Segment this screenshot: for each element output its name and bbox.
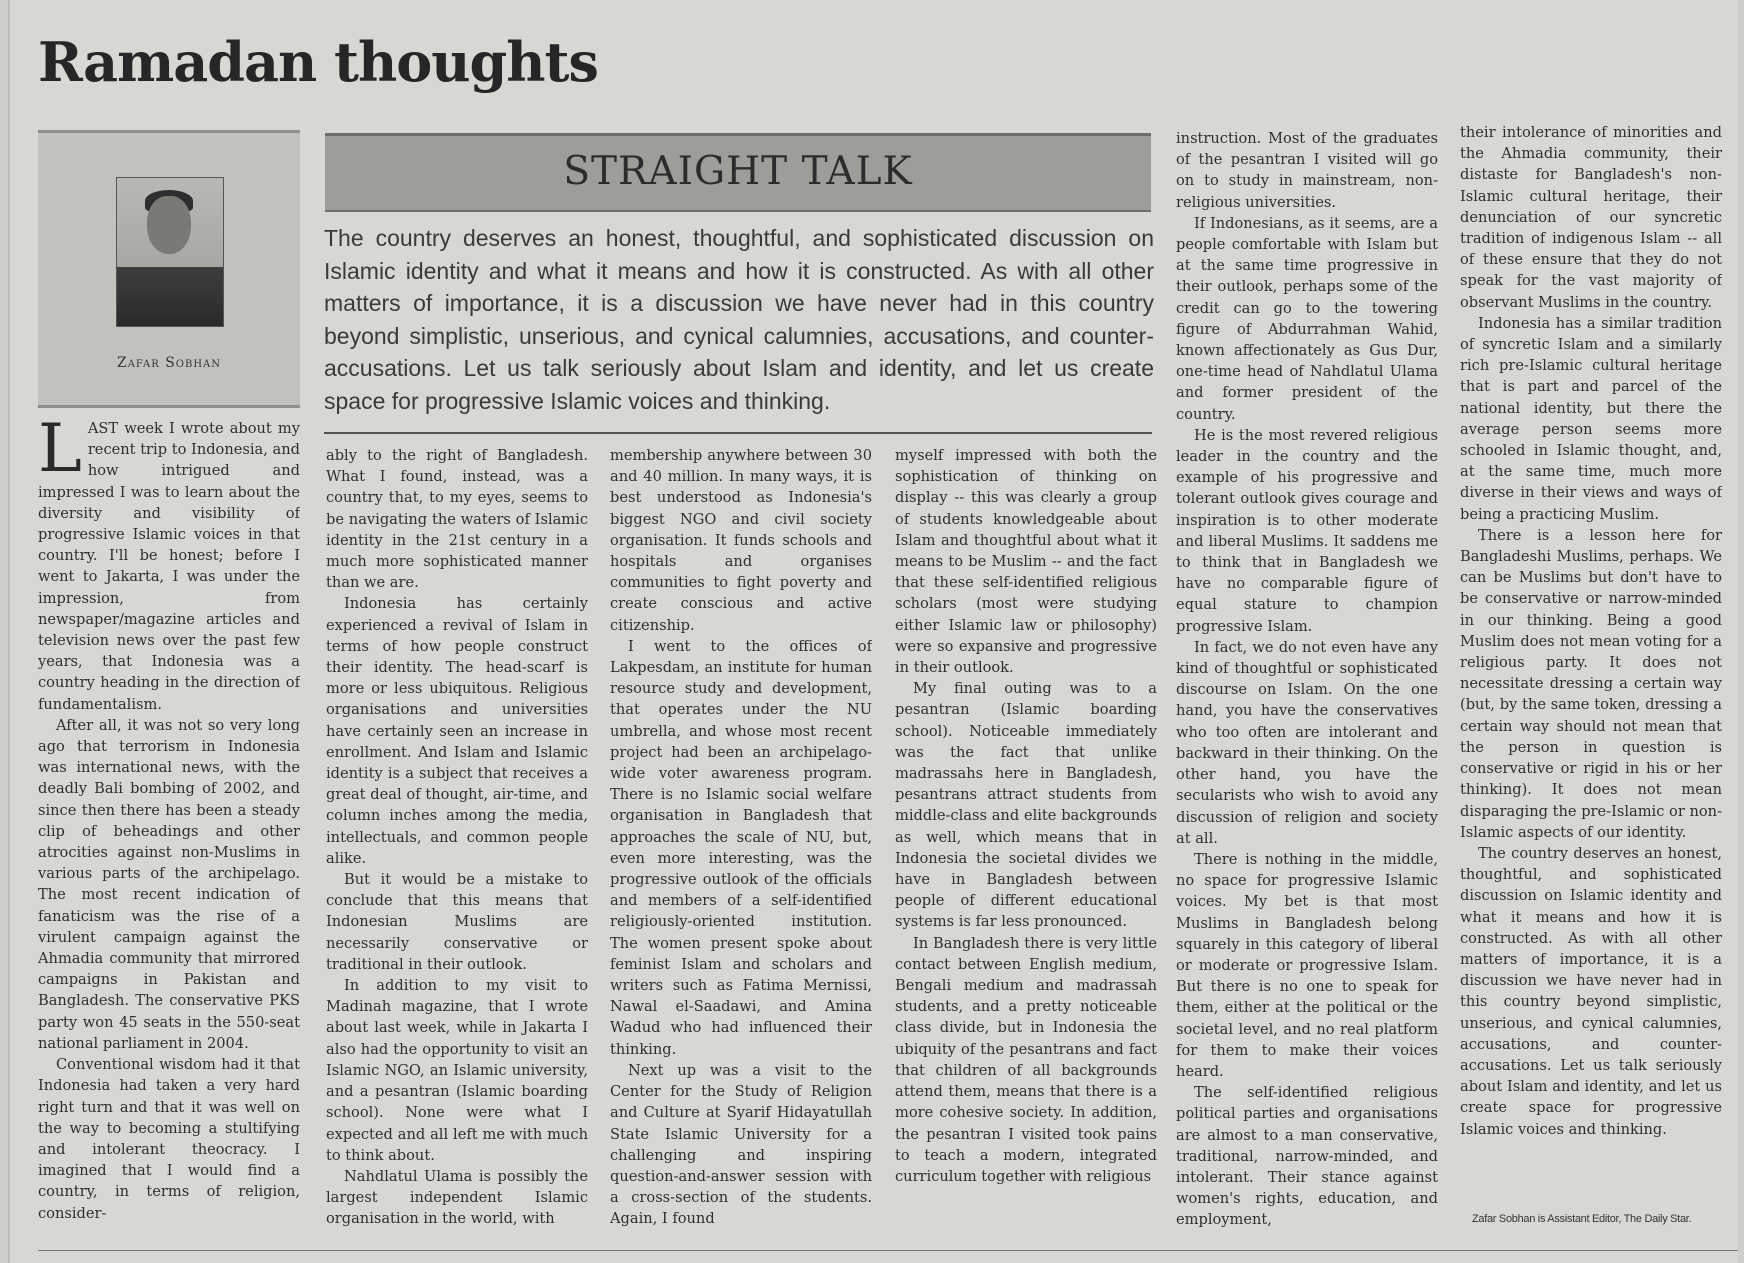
- paragraph: If Indonesians, as it seems, are a people comfortable with Islam but at the same time progressive in their outlook, perhaps some of the credit can go to the towering figure of Abdurrahman Wahid, known affectionately as Gus Dur, one-time head of Nahdlatul Ulama and former president of the country.: [1176, 214, 1438, 423]
- paragraph: Indonesia has certainly experienced a revival of Islam in terms of how people construct their identity. The head-scarf is more or less ubiquitous. Religious organisations and universities have certainly seen an increase in enrollment. And Islam and Islamic identity is a subject that receives a great deal of thought, air-time, and column inches among the media, intellectuals, and common people alike.: [326, 595, 588, 867]
- paragraph: Indonesia has a similar tradition of syncretic Islam and a similarly rich pre-Islamic cultural heritage that is part and parcel of the national identity, but there the average person seems more schooled in Islamic thought, and, at the same time, much more diverse in their views and ways of being a practicing Muslim.: [1460, 314, 1722, 523]
- paragraph: There is a lesson here for Bangladeshi Muslims, perhaps. We can be Muslims but don't have to be conservative or narrow-minded in our thinking. Being a good Muslim does not mean voting for a religious party. It does not necessitate dressing a certain way (but, by the same token, dressing a certain way should not mean that the person in question is conservative or rigid in his or her thinking). It does not mean disparaging the pre-Islamic or non-Islamic aspects of our identity.: [1460, 526, 1722, 841]
- paragraph: I went to the offices of Lakpesdam, an institute for human resource study and development, that operates under the NU umbrella, and whose most recent project had been an archipelago-wide voter awareness program. There is no Islamic social welfare organisation in Bangladesh that approaches the scale of NU, but, even more interesting, was the progressive outlook of the officials and members of a self-identified religiously-oriented institution. The women present spoke about feminist Islam and scholars and writers such as Fatima Mernissi, Nawal el-Saadawi, and Amina Wadud who had influenced their thinking.: [610, 637, 872, 1058]
- paragraph: membership anywhere between 30 and 40 million. In many ways, it is best understood as Indonesia's biggest NGO and civil society organisation. It funds schools and hospitals and organises communities to fight poverty and create conscious and active citizenship.: [610, 447, 872, 634]
- author-portrait: [116, 177, 224, 327]
- kicker-label: STRAIGHT TALK: [563, 149, 913, 194]
- body-column-3: [610, 445, 872, 1245]
- paragraph: ably to the right of Bangladesh. What I found, instead, was a country that, to my eyes, seems to be navigating the waters of Islamic identity in the 21st century in a much more sophisticated manner than we are.: [326, 447, 588, 592]
- paragraph: instruction. Most of the graduates of the pesantran I visited will go on to study in mainstream, non-religious universities.: [1176, 130, 1438, 211]
- body-column-5: [1176, 128, 1438, 1246]
- bottom-rule: [38, 1250, 1738, 1251]
- standfirst-rule: [324, 432, 1152, 434]
- paragraph: The country deserves an honest, thoughtful, and sophisticated discussion on Islamic identity and what it means and how it is constructed. As with all other matters of importance, it is a discussion we have never had in this country beyond simplistic, unserious, and cynical calumnies, accusations, and counter-accusations. Let us talk seriously about Islam and identity, and let us create space for progressive Islamic voices and thinking.: [1460, 844, 1722, 1138]
- body-column-6: [1460, 122, 1722, 1212]
- standfirst: The country deserves an honest, thoughtful, and sophisticated discussion on Islamic identity and what it means and how it is constructed. As with all other matters of importance, it is a discussion we have never had in this country beyond simplistic, unserious, and cynical calumnies, accusations, and counter-accusations. Let us talk seriously about Islam and identity, and let us create space for progressive Islamic voices and thinking.: [324, 225, 1154, 414]
- body-column-1: [38, 418, 300, 1248]
- column-kicker: [325, 133, 1151, 212]
- dropcap: L: [38, 418, 82, 487]
- paragraph: The self-identified religious political parties and organisations are almost to a man conservative, traditional, narrow-minded, and intolerant. Their stance against women's rights, education, and employment,: [1176, 1084, 1438, 1229]
- paragraph: There is nothing in the middle, no space for progressive Islamic voices. My bet is that most Muslims in Bangladesh belong squarely in this category of liberal or moderate or progressive Islam. But there is no one to speak for them, either at the political or the societal level, and no real platform for them to make their voices heard.: [1176, 850, 1438, 1080]
- body-column-2: [326, 445, 588, 1245]
- paragraph: Conventional wisdom had it that Indonesia had taken a very hard right turn and that it was well on the way to becoming a stultifying and intolerant theocracy. I imagined that I would find a country, in terms of religion, consider-: [38, 1056, 300, 1222]
- portrait-face: [147, 196, 191, 254]
- paragraph: After all, it was not so very long ago that terrorism in Indonesia was international news, with the deadly Bali bombing of 2002, and since then there has been a steady clip of beheadings and other atrocities against non-Muslims in various parts of the archipelago. The most recent indication of fanaticism was the rise of a virulent campaign against the Ahmadia community that mirrored campaigns in Pakistan and Bangladesh. The conservative PKS party won 45 seats in the 550-seat national parliament in 2004.: [38, 716, 300, 1052]
- paragraph: In addition to my visit to Madinah magazine, that I wrote about last week, while in Jakarta I also had the opportunity to visit an Islamic NGO, an Islamic university, and a pesantran (Islamic boarding school). None were what I expected and all left me with much to think about.: [326, 977, 588, 1164]
- paragraph: He is the most revered religious leader in the country and the example of his progressive and tolerant outlook gives courage and inspiration is to other moderate and liberal Muslims. It saddens me to think that in Bangladesh we have no comparable figure of equal stature to champion progressive Islam.: [1176, 426, 1438, 635]
- paragraph: their intolerance of minorities and the Ahmadia community, their distaste for Bangladesh's non-Islamic cultural heritage, their denunciation of our syncretic tradition of indigenous Islam -- all of these ensure that they do not speak for the vast majority of observant Muslims in the country.: [1460, 124, 1722, 311]
- paragraph: Next up was a visit to the Center for the Study of Religion and Culture at Syarif Hidayatullah State Islamic University for a challenging and inspiring question-and-answer session with a cross-section of the students. Again, I found: [610, 1061, 872, 1228]
- paragraph: In fact, we do not even have any kind of thoughtful or sophisticated discourse on Islam. On the one hand, you have the conservatives who too often are intolerant and backward in their thinking. On the other hand, you have the secularists who wish to avoid any discussion of religion and society at all.: [1176, 638, 1438, 847]
- body-column-4: [895, 445, 1157, 1245]
- paragraph: But it would be a mistake to conclude that this means that Indonesian Muslims are necessarily conservative or traditional in their outlook.: [326, 871, 588, 973]
- paragraph: Nahdlatul Ulama is possibly the largest independent Islamic organisation in the world, with: [326, 1167, 588, 1228]
- paragraph: My final outing was to a pesantran (Islamic boarding school). Noticeable immediately was the fact that unlike madrassahs here in Bangladesh, pesantrans attract students from middle-class and elite backgrounds as well, which means that in Indonesia the societal divides we have in Bangladesh between people of different educational systems is far less pronounced.: [895, 680, 1157, 931]
- author-name: Zafar Sobhan: [116, 355, 222, 371]
- paragraph: In Bangladesh there is very little contact between English medium, Bengali medium and madrassah students, and a pretty noticeable class divide, but in Indonesia the ubiquity of the pesantrans and fact that children of all backgrounds attend them, means that there is a more cohesive society. In addition, the pesantran I visited took pains to teach a modern, integrated curriculum together with religious: [895, 934, 1157, 1185]
- newspaper-page: [8, 0, 1738, 1263]
- byline-box: [38, 130, 300, 408]
- author-footnote: Zafar Sobhan is Assistant Editor, The Daily Star.: [1472, 1213, 1692, 1225]
- paragraph: LAST week I wrote about my recent trip to Indonesia, and how intrigued and impressed I was to learn about the diversity and visibility of progressive Islamic voices in that country. I'll be honest; before I went to Jakarta, I was under the impression, from newspaper/magazine articles and television news over the past few years, that Indonesia was a country heading in the direction of fundamentalism.: [38, 418, 300, 713]
- paragraph: myself impressed with both the sophistication of thinking on display -- this was clearly a group of students knowledgeable about Islam and thoughtful about what it means to be Muslim -- and the fact that these self-identified religious scholars (most were studying either Islamic law or philosophy) were so expansive and progressive in their outlook.: [895, 447, 1157, 677]
- headline: Ramadan thoughts: [38, 30, 598, 94]
